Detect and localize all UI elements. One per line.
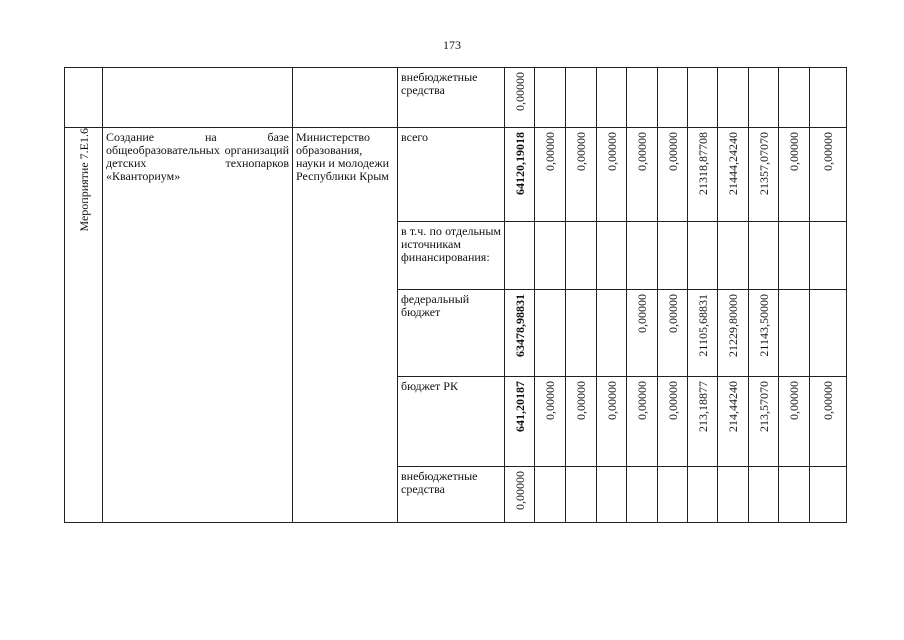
value-wrapper <box>535 128 565 171</box>
value-wrapper <box>749 377 778 432</box>
value-text: 0,00000 <box>512 72 527 111</box>
value-wrapper <box>627 290 657 333</box>
value-wrapper <box>718 128 748 195</box>
value-cell <box>566 377 597 467</box>
value-wrapper <box>658 377 687 420</box>
value-cell <box>688 377 718 467</box>
value-cell <box>535 377 566 467</box>
value-cell <box>566 68 597 128</box>
value-cell <box>627 290 658 377</box>
value-cell <box>597 467 627 523</box>
value-cell <box>627 68 658 128</box>
value-wrapper <box>718 377 748 432</box>
value-cell <box>627 222 658 290</box>
value-wrapper <box>566 467 596 471</box>
value-wrapper <box>749 290 778 357</box>
value-cell <box>535 290 566 377</box>
value-cell <box>566 290 597 377</box>
value-wrapper <box>627 377 657 420</box>
value-wrapper <box>658 290 687 333</box>
value-text: 0,00000 <box>604 132 619 171</box>
measure-label-wrapper <box>65 128 102 236</box>
value-cell <box>597 222 627 290</box>
source-text: внебюджетные средства <box>401 469 478 496</box>
value-wrapper <box>535 68 565 72</box>
measure-label-cell <box>65 128 103 523</box>
value-cell <box>779 128 810 222</box>
value-wrapper <box>566 128 596 171</box>
value-cell <box>779 467 810 523</box>
value-wrapper <box>718 467 748 471</box>
value-wrapper <box>627 222 657 226</box>
value-cell <box>718 222 749 290</box>
value-wrapper <box>597 377 626 420</box>
value-wrapper <box>505 68 534 111</box>
value-wrapper <box>688 290 717 357</box>
value-wrapper <box>810 290 846 294</box>
value-cell <box>505 377 535 467</box>
value-wrapper <box>597 128 626 171</box>
value-wrapper <box>688 222 717 226</box>
value-wrapper <box>810 467 846 471</box>
value-text: 213,57070 <box>756 381 771 432</box>
value-cell <box>810 222 847 290</box>
value-cell <box>749 290 779 377</box>
value-cell <box>627 467 658 523</box>
value-text: 0,00000 <box>512 471 527 510</box>
value-cell <box>535 222 566 290</box>
value-text: 0,00000 <box>821 381 835 420</box>
value-text: 21318,87708 <box>695 132 710 195</box>
value-wrapper <box>505 128 534 195</box>
value-wrapper <box>505 377 534 432</box>
value-cell <box>505 467 535 523</box>
value-cell <box>810 68 847 128</box>
value-cell <box>535 467 566 523</box>
measure-name-cell <box>103 128 293 523</box>
value-text: 63478,98831 <box>512 294 527 357</box>
value-wrapper <box>779 222 809 226</box>
budget-table <box>64 67 847 523</box>
source-cell <box>398 290 505 377</box>
value-cell <box>718 128 749 222</box>
value-wrapper <box>779 290 809 294</box>
value-cell <box>505 128 535 222</box>
value-wrapper <box>718 290 748 357</box>
value-text: 0,00000 <box>787 132 801 171</box>
value-text: 0,00000 <box>665 294 680 333</box>
value-wrapper <box>505 467 534 510</box>
value-text: 21444,24240 <box>726 132 740 195</box>
value-cell <box>718 467 749 523</box>
value-wrapper <box>688 377 717 432</box>
value-cell <box>810 467 847 523</box>
empty-cell <box>293 68 398 128</box>
value-wrapper <box>535 290 565 294</box>
measure-executor-cell <box>293 128 398 523</box>
value-text: 0,00000 <box>543 132 557 171</box>
table-row <box>65 128 847 222</box>
value-cell <box>535 68 566 128</box>
value-text: 213,18877 <box>695 381 710 432</box>
value-wrapper <box>718 68 748 72</box>
value-cell <box>688 128 718 222</box>
value-cell <box>779 68 810 128</box>
value-cell <box>627 128 658 222</box>
value-text: 214,44240 <box>726 381 740 432</box>
value-wrapper <box>566 222 596 226</box>
value-cell <box>566 128 597 222</box>
measure-label: Мероприятие 7.E1.6 <box>76 128 91 232</box>
value-wrapper <box>658 467 687 471</box>
value-cell <box>505 68 535 128</box>
source-cell <box>398 467 505 523</box>
page-number: 173 <box>443 38 461 52</box>
value-text: 21143,50000 <box>756 294 771 357</box>
value-cell <box>566 467 597 523</box>
value-cell <box>505 222 535 290</box>
value-wrapper <box>810 128 846 171</box>
value-wrapper <box>810 377 846 420</box>
value-wrapper <box>627 68 657 72</box>
value-wrapper <box>566 68 596 72</box>
value-wrapper <box>597 290 626 294</box>
value-wrapper <box>810 68 846 72</box>
value-wrapper <box>749 128 778 195</box>
source-cell <box>398 222 505 290</box>
value-cell <box>597 128 627 222</box>
value-wrapper <box>779 377 809 420</box>
value-cell <box>749 377 779 467</box>
value-wrapper <box>597 68 626 72</box>
value-cell <box>688 290 718 377</box>
value-wrapper <box>597 467 626 471</box>
value-cell <box>627 377 658 467</box>
value-wrapper <box>627 467 657 471</box>
value-wrapper <box>535 377 565 420</box>
measure-name: Создание на базе общеобразовательных организаций детских технопарков «Кванториум» <box>106 130 289 183</box>
value-cell <box>658 128 688 222</box>
value-cell <box>749 222 779 290</box>
source-text: в т.ч. по отдельным источникам финансирования: <box>401 224 501 264</box>
value-wrapper <box>505 290 534 357</box>
value-cell <box>505 290 535 377</box>
value-wrapper <box>779 68 809 72</box>
source-cell <box>398 128 505 222</box>
value-cell <box>749 68 779 128</box>
value-cell <box>658 68 688 128</box>
source-cell <box>398 377 505 467</box>
value-wrapper <box>779 467 809 471</box>
value-cell <box>658 377 688 467</box>
value-text: 64120,19018 <box>512 132 527 195</box>
value-cell <box>810 128 847 222</box>
empty-cell <box>103 68 293 128</box>
value-cell <box>779 290 810 377</box>
value-cell <box>597 68 627 128</box>
table-row <box>65 68 847 128</box>
value-wrapper <box>688 467 717 471</box>
value-wrapper <box>566 377 596 420</box>
value-wrapper <box>749 222 778 226</box>
value-wrapper <box>779 128 809 171</box>
measure-executor: Министерство образования, науки и молодежи Республики Крым <box>296 130 390 183</box>
value-wrapper <box>749 68 778 72</box>
value-cell <box>597 290 627 377</box>
value-wrapper <box>718 222 748 226</box>
value-text: 0,00000 <box>604 381 619 420</box>
value-cell <box>658 222 688 290</box>
value-text: 0,00000 <box>665 132 680 171</box>
value-cell <box>718 290 749 377</box>
value-text: 0,00000 <box>635 294 649 333</box>
value-wrapper <box>535 467 565 471</box>
value-wrapper <box>688 128 717 195</box>
value-cell <box>779 222 810 290</box>
value-text: 21357,07070 <box>756 132 771 195</box>
value-text: 641,20187 <box>512 381 527 432</box>
value-cell <box>749 467 779 523</box>
value-cell <box>810 290 847 377</box>
value-cell <box>718 377 749 467</box>
source-text: федеральный бюджет <box>401 292 470 319</box>
value-wrapper <box>658 222 687 226</box>
empty-cell <box>65 68 103 128</box>
value-cell <box>749 128 779 222</box>
value-text: 21229,80000 <box>726 294 740 357</box>
value-wrapper <box>658 128 687 171</box>
source-cell <box>398 68 505 128</box>
value-text: 0,00000 <box>665 381 680 420</box>
value-text: 0,00000 <box>635 132 649 171</box>
value-cell <box>688 68 718 128</box>
source-text: внебюджетные средства <box>401 70 478 97</box>
value-wrapper <box>749 467 778 471</box>
value-cell <box>688 222 718 290</box>
source-text: всего <box>401 130 429 144</box>
value-wrapper <box>597 222 626 226</box>
value-cell <box>535 128 566 222</box>
value-wrapper <box>627 128 657 171</box>
value-cell <box>810 377 847 467</box>
value-cell <box>566 222 597 290</box>
value-cell <box>779 377 810 467</box>
value-text: 0,00000 <box>635 381 649 420</box>
value-text: 0,00000 <box>574 381 588 420</box>
value-wrapper <box>535 222 565 226</box>
value-text: 0,00000 <box>574 132 588 171</box>
value-wrapper <box>566 290 596 294</box>
value-text: 0,00000 <box>543 381 557 420</box>
value-wrapper <box>505 222 534 226</box>
value-text: 21105,68831 <box>695 294 710 357</box>
value-text: 0,00000 <box>821 132 835 171</box>
value-cell <box>718 68 749 128</box>
value-cell <box>688 467 718 523</box>
value-wrapper <box>688 68 717 72</box>
value-wrapper <box>810 222 846 226</box>
value-cell <box>658 290 688 377</box>
source-text: бюджет РК <box>401 379 458 393</box>
value-wrapper <box>658 68 687 72</box>
value-text: 0,00000 <box>787 381 801 420</box>
value-cell <box>658 467 688 523</box>
value-cell <box>597 377 627 467</box>
